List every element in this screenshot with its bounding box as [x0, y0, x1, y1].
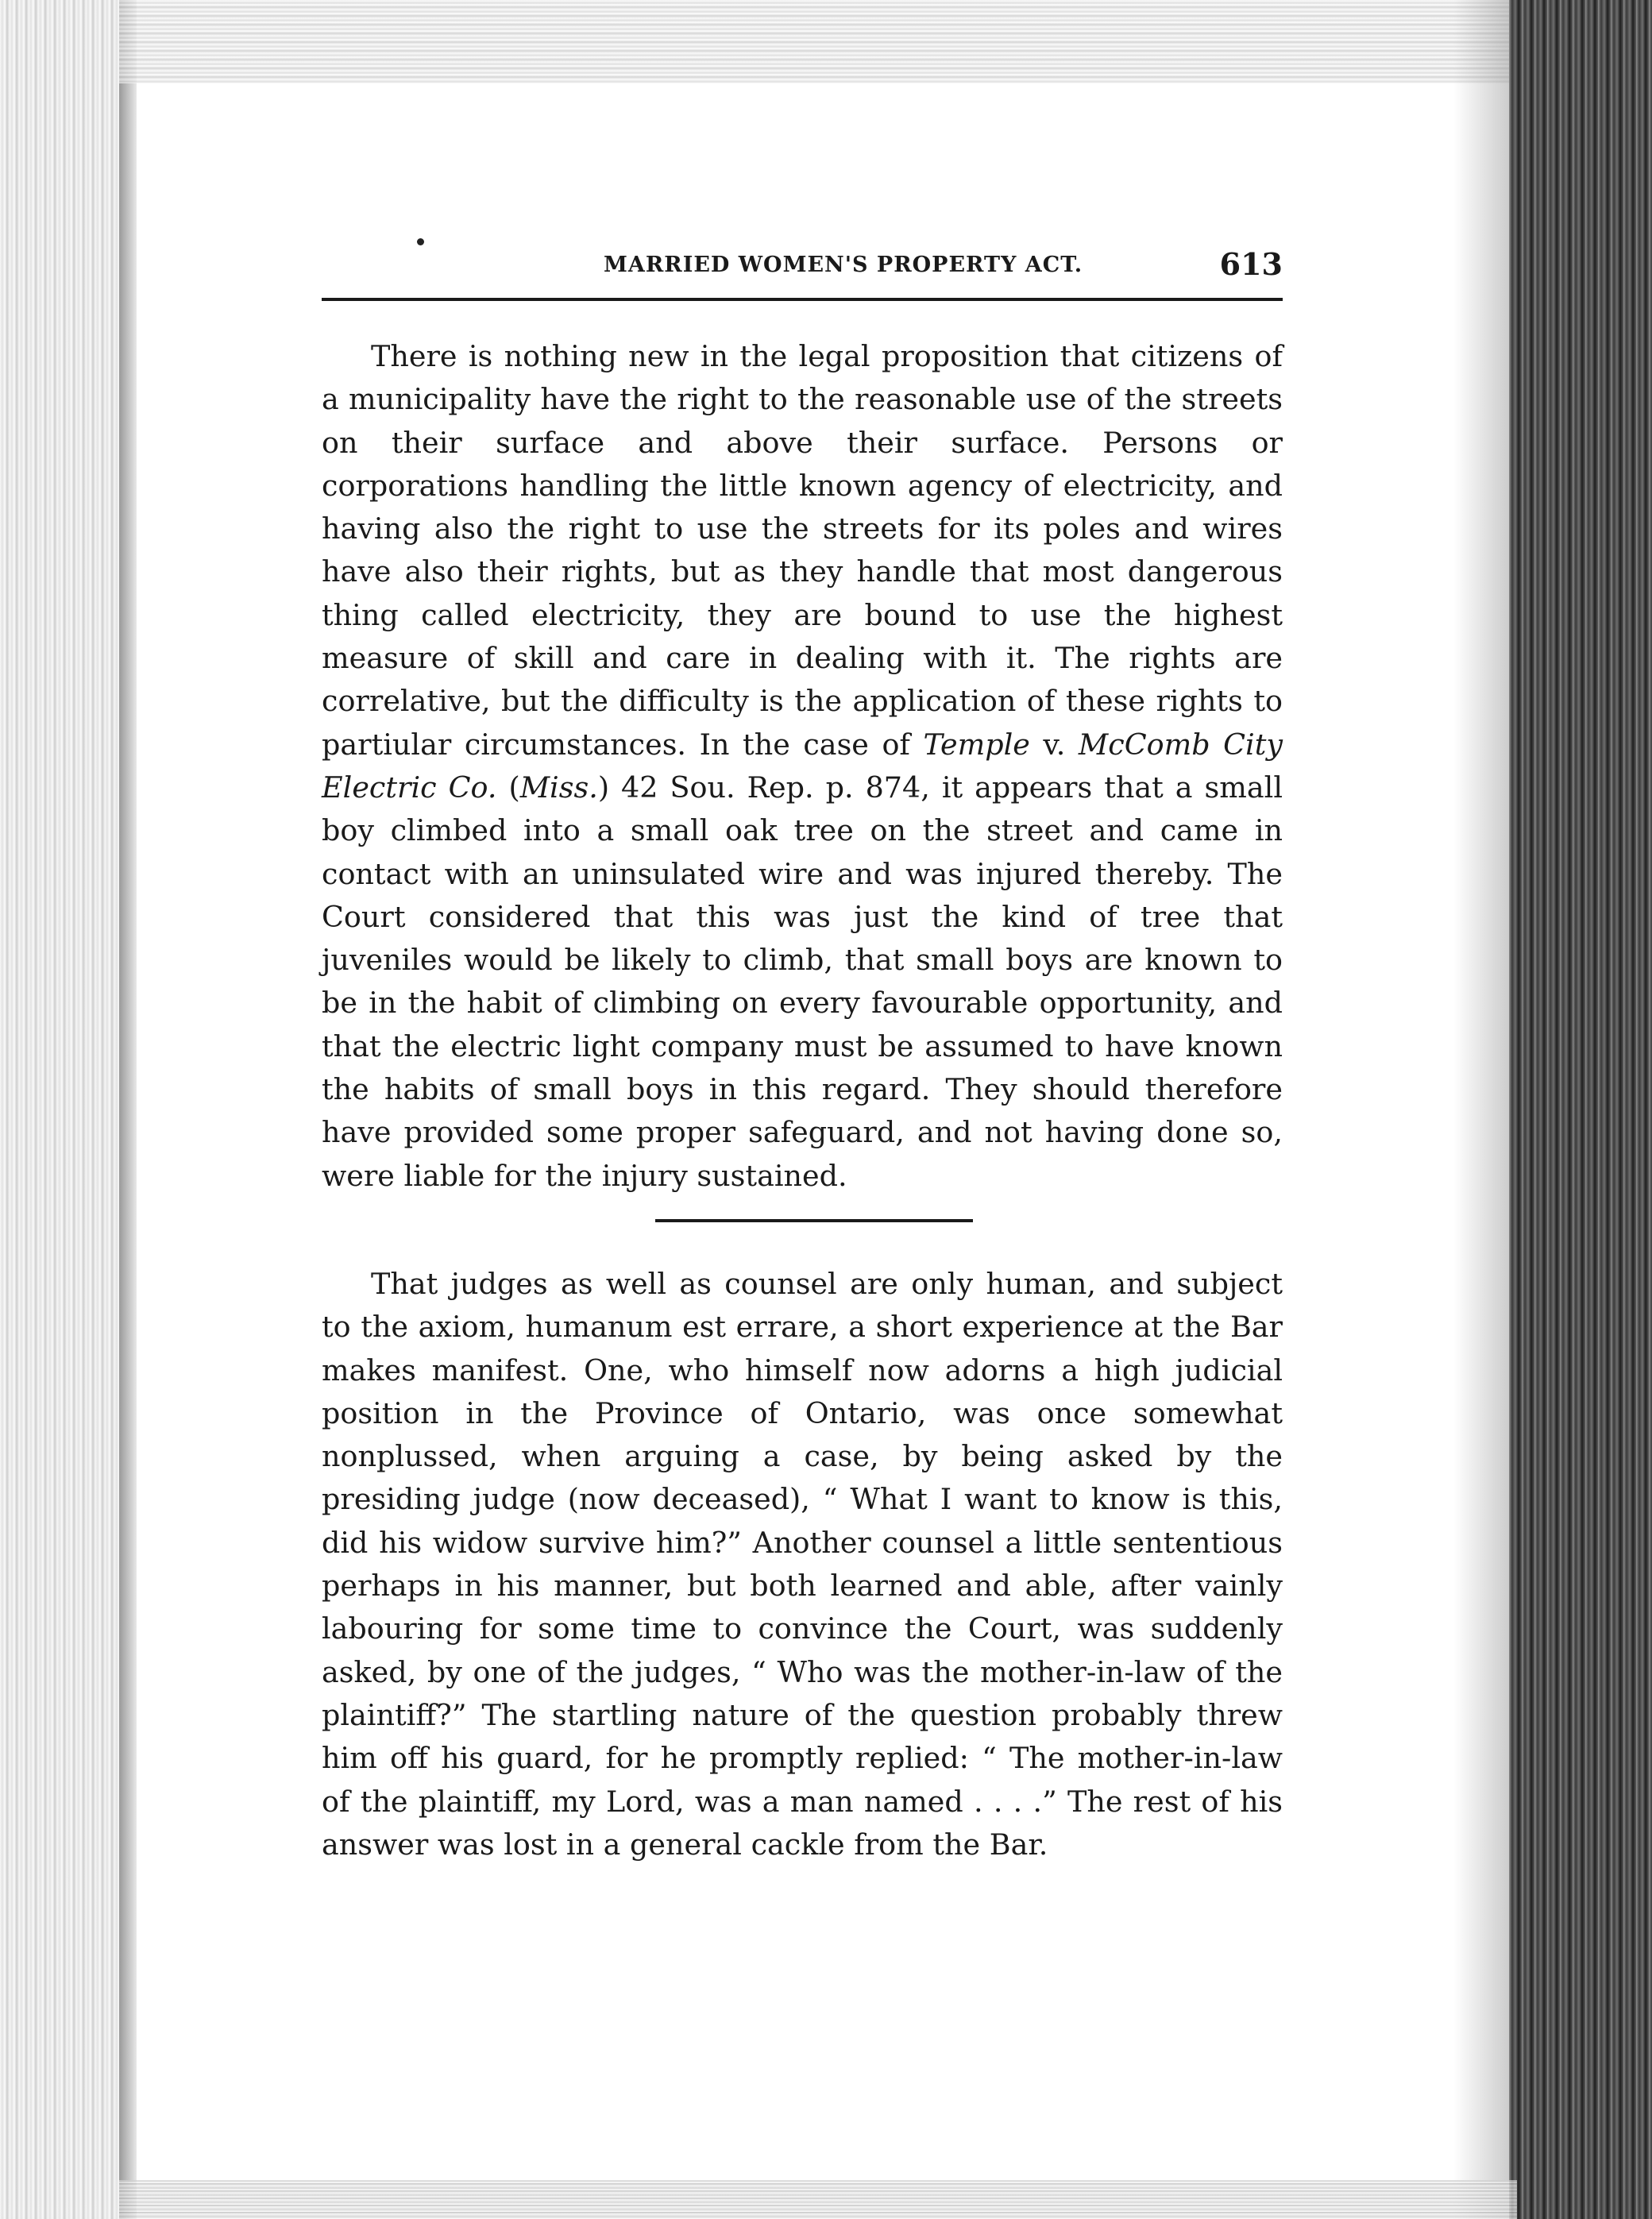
paragraph-electricity-case: [322, 335, 1283, 1198]
paragraph-1-text-a: There is nothing new in the legal proposition that citizens of a municipality have the right to the reasonable use of the streets on their surface and above their surface. Persons or corporations handling the little known agency of electricity, and having also the right to use the streets for its poles and wires have also their rights, but as they handle that most dangerous thing called electricity, they are bound to use the highest measure of skill and care in dealing with it. The rights are correlative, but the difficulty is the application of these rights to partiular circumstances. In the case of: [322, 339, 1283, 762]
case-party: McComb City Electric Co.: [322, 727, 1283, 805]
paragraph-judges-anecdote: [322, 1263, 1283, 1866]
scan-gutter-shadow: [119, 0, 137, 2219]
section-divider: [655, 1219, 973, 1222]
running-head: [322, 238, 1283, 289]
scan-edge-top: [119, 0, 1573, 83]
running-title: MARRIED WOMEN'S PROPERTY ACT.: [604, 253, 1083, 277]
scan-edge-right-shadow: [1453, 0, 1517, 2219]
case-versus: v.: [1029, 727, 1079, 762]
case-jurisdiction: Miss.: [519, 770, 598, 805]
page: [322, 238, 1283, 1862]
header-rule: [322, 298, 1283, 301]
paragraph-2-text: That judges as well as counsel are only human, and subject to the axiom, humanum est errare, a short experience at the Bar makes manifest. One, who himself now adorns a high judicial position in the Province of Ontario, was once somewhat nonplussed, when arguing a case, by being asked by the presiding judge (now deceased), “ What I want to know is this, did his widow survive him?” Another counsel a little sententious perhaps in his manner, but both learned and able, after vainly labouring for some time to convince the Court, was suddenly asked, by one of the judges, “ Who was the mother-in-law of the plaintiff?” The startling nature of the question probably threw him off his guard, for he promptly replied: “ The mother-in-law of the plaintiff, my Lord, was a man named . . . .” The rest of his answer was lost in a general cackle from the Bar.: [322, 1267, 1283, 1862]
scan-edge-left: [0, 0, 135, 2219]
scan-edge-right: [1509, 0, 1652, 2219]
case-name: Temple: [923, 727, 1030, 762]
page-number: 613: [1219, 246, 1283, 282]
scan-edge-bottom: [119, 2180, 1517, 2219]
paragraph-1-text-b: ) 42 Sou. Rep. p. 874, it appears that a small boy climbed into a small oak tree on the street and came in contact with an uninsulated wire and was injured thereby. The Court considered that this was just the kind of tree that juveniles would be likely to climb, that small boys are known to be in the habit of climbing on every favourable opportunity, and that the electric light company must be assumed to have known the habits of small boys in this regard. They should therefore have provided some proper safeguard, and not having done so, were liable for the injury sustained.: [322, 770, 1283, 1193]
paren-open: (: [496, 770, 520, 805]
